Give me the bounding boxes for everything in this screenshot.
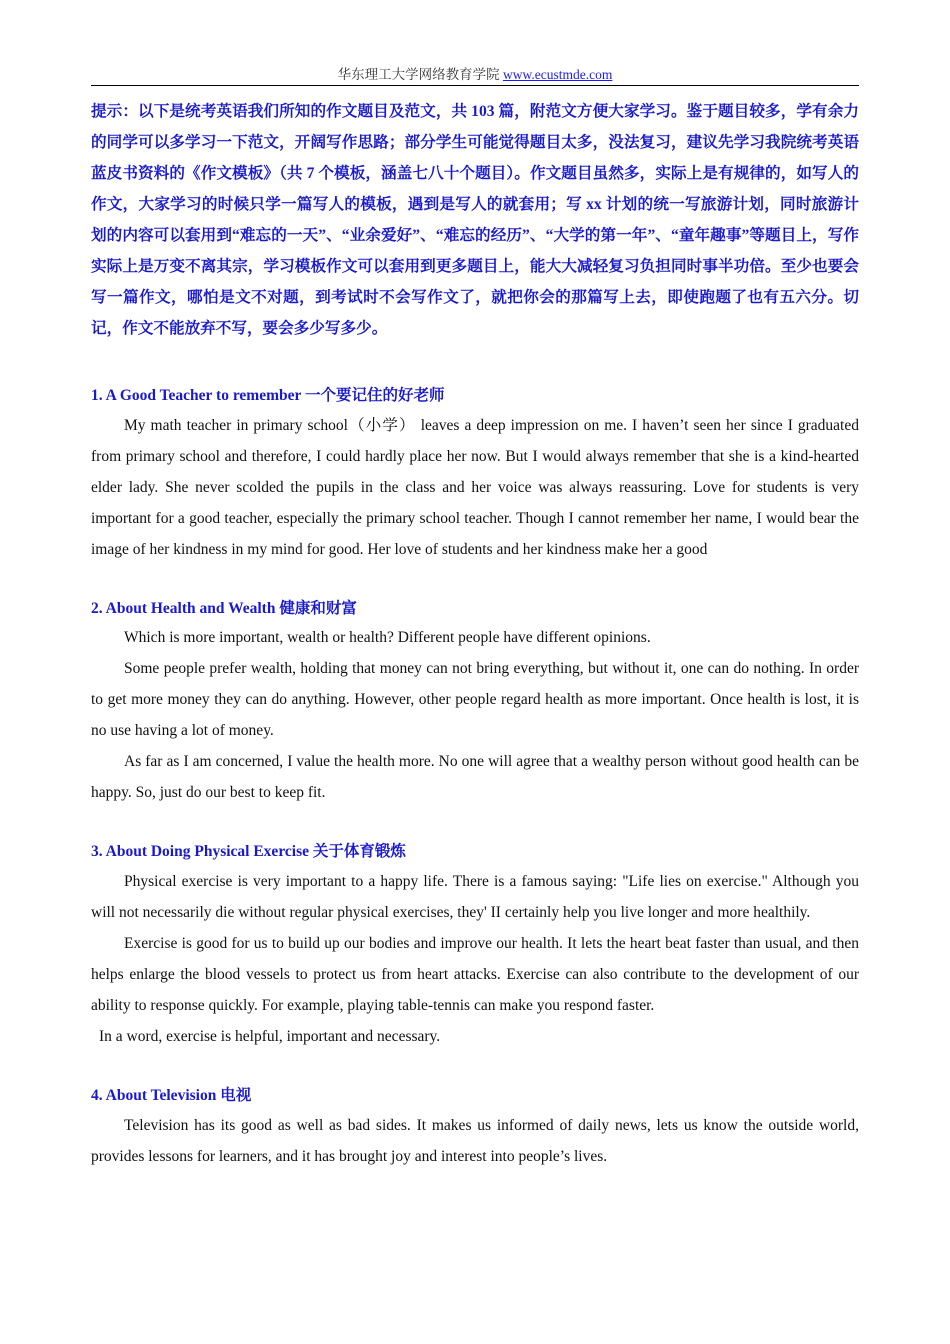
paragraph: Which is more important, wealth or health? Different people have different opinions. [124, 629, 651, 646]
section-television [91, 1081, 859, 1172]
section-physical-exercise [91, 837, 859, 1052]
document-body [91, 96, 859, 1172]
header-website-link[interactable]: www.ecustmde.com [503, 67, 613, 82]
section-title: 1. A Good Teacher to remember 一个要记住的好老师 [91, 387, 445, 404]
header-divider [91, 85, 859, 86]
section-health-wealth [91, 594, 859, 808]
section-good-teacher [91, 381, 859, 565]
paragraph: Exercise is good for us to build up our bodies and improve our health. It lets the heart beat faster than usual, and then helps enlarge the blood vessels to protect us from heart attacks. Exercise can also contribute to the development of our ability to response quickly. For example, playing table-tennis can make you respond faster. [91, 935, 859, 1014]
paragraph: In a word, exercise is helpful, important and necessary. [99, 1028, 441, 1045]
page-header [91, 66, 859, 84]
paragraph: Physical exercise is very important to a happy life. There is a famous saying: "Life lies on exercise." Although you will not necessarily die without regular physical exercises, they' II certainly help you live longer and more healthily. [91, 873, 859, 921]
header-school-name: 华东理工大学网络教育学院 [337, 67, 500, 82]
paragraph: My math teacher in primary school（小学） leaves a deep impression on me. I haven’t seen her since I graduated from primary school and therefore, I could hardly place her now. But I would always remember that she is a kind-hearted elder lady. She never scolded the pupils in the class and her voice was always reassuring. Love for students is very important for a good teacher, especially the primary school teacher. Though I cannot remember her name, I would bear the image of her kindness in my mind for good. Her love of students and her kindness make her a good [91, 417, 859, 558]
tip-paragraph: 提示：以下是统考英语我们所知的作文题目及范文，共 103 篇，附范文方便大家学习。鉴于题目较多，学有余力的同学可以多学习一下范文，开阔写作思路；部分学生可能觉得题目太多，没法复习，建议先学习我院统考英语蓝皮书资料的《作文模板》（共 7 个模板，涵盖七八十个题目）。作文题目虽然多，实际上是有规律的，如写人的作文，大家学习的时候只学一篇写人的模板，遇到是写人的就套用；写 xx 计划的统一写旅游计划，同时旅游计划的内容可以套用到“难忘的一天”、“业余爱好”、“难忘的经历”、“大学的第一年”、“童年趣事”等题目上，写作实际上是万变不离其宗，学习模板作文可以套用到更多题目上，能大大减轻复习负担同时事半功倍。至少也要会写一篇作文，哪怕是文不对题，到考试时不会写作文了，就把你会的那篇写上去，即使跑题了也有五六分。切记，作文不能放弃不写，要会多少写多少。 [91, 103, 859, 337]
section-title: 3. About Doing Physical Exercise 关于体育锻炼 [91, 843, 406, 860]
section-title: 2. About Health and Wealth 健康和财富 [91, 600, 357, 617]
paragraph: Some people prefer wealth, holding that money can not bring everything, but without it, one can do nothing. In order to get more money they can do anything. However, other people regard health as more important. Once health is lost, it is no use having a lot of money. [91, 660, 859, 739]
paragraph: As far as I am concerned, I value the health more. No one will agree that a wealthy person without good health can be happy. So, just do our best to keep fit. [91, 753, 859, 801]
section-title: 4. About Television 电视 [91, 1087, 252, 1104]
paragraph: Television has its good as well as bad sides. It makes us informed of daily news, lets us know the outside world, provides lessons for learners, and it has brought joy and interest into people’s lives. [91, 1117, 859, 1165]
